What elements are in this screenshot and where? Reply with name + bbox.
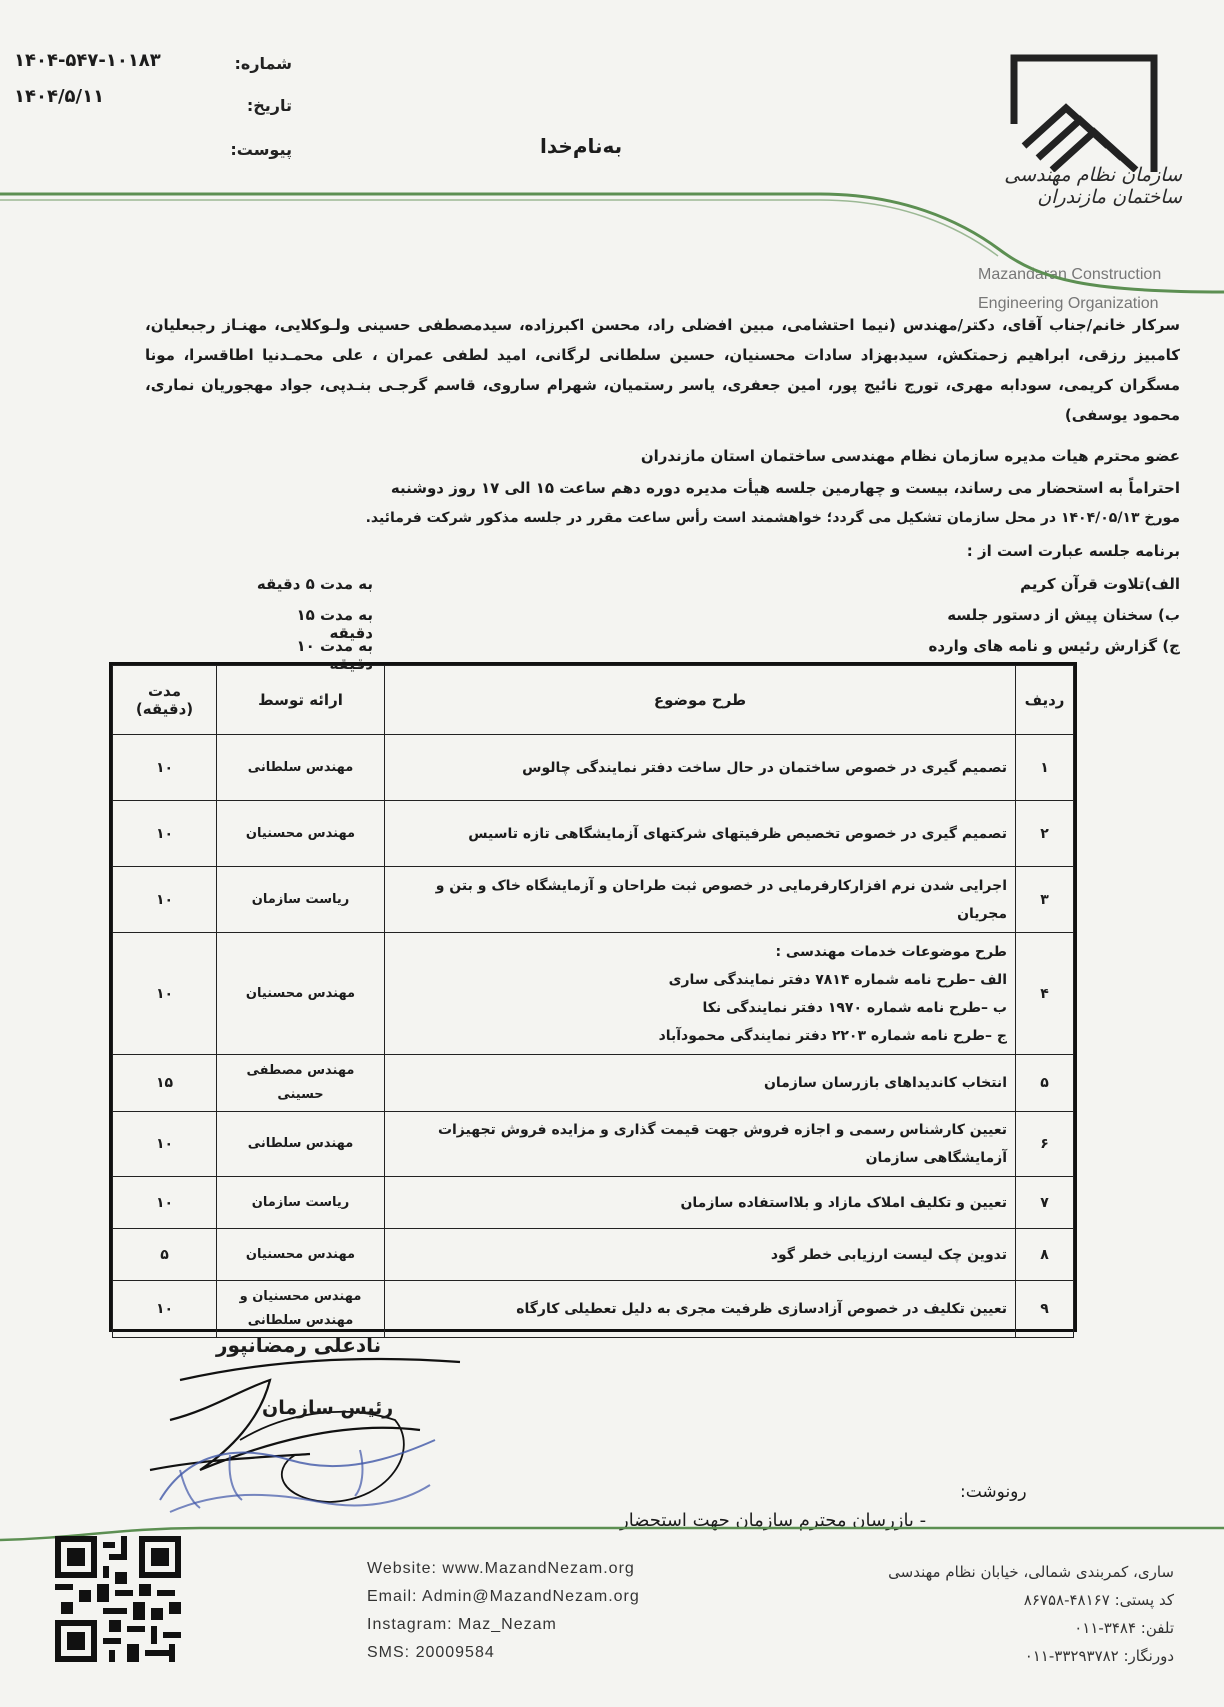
- row-duration: ۱۰: [113, 1281, 217, 1338]
- program-item: ب) سخنان پیش از دستور جلسه: [947, 606, 1180, 624]
- footer-phone: تلفن: ۳۴۸۴-۰۱۱: [1074, 1619, 1174, 1637]
- letter-number-value: ۱۴۰۴-۵۴۷-۱۰۱۸۳: [14, 50, 161, 71]
- row-duration: ۱۰: [113, 1177, 217, 1229]
- row-presenter: مهندس محسنیان: [217, 1229, 385, 1281]
- header-duration: [113, 666, 217, 735]
- row-index: ۸: [1016, 1229, 1074, 1281]
- cc-label: رونوشت:: [960, 1482, 1027, 1502]
- row-duration: ۵: [113, 1229, 217, 1281]
- row-duration: ۱۵: [113, 1055, 217, 1112]
- row-presenter: ریاست سازمان: [217, 867, 385, 933]
- row-duration: ۱۰: [113, 735, 217, 801]
- table-row: [113, 933, 1074, 1055]
- organization-name-fa: سازمان نظام مهندسی ساختمان مازندران: [1004, 164, 1182, 208]
- footer-divider-curve: [0, 1450, 1224, 1550]
- row-topic-subitem: ج –طرح نامه شماره ۲۲۰۳ دفتر نمایندگی محمودآباد: [658, 1027, 1007, 1044]
- footer-address: ساری، کمربندی شمالی، خیابان نظام مهندسی: [888, 1563, 1174, 1581]
- table-row: [113, 1055, 1074, 1112]
- table-row: [113, 867, 1074, 933]
- header-index: ردیف: [1016, 666, 1074, 735]
- row-topic: تصمیم گیری در خصوص تخصیص ظرفیتهای شرکتهای آزمایشگاهی تازه تاسیس: [385, 801, 1016, 867]
- signatory-title: رئیس سازمان: [262, 1397, 394, 1419]
- row-topic-subitem: الف –طرح نامه شماره ۷۸۱۴ دفتر نمایندگی ساری: [668, 971, 1007, 988]
- footer-website: Website: www.MazandNezam.org: [367, 1560, 635, 1577]
- row-presenter: مهندس محسنیان: [217, 801, 385, 867]
- row-topic: تعیین و تکلیف املاک مازاد و بلااستفاده سازمان: [385, 1177, 1016, 1229]
- header-duration-line2: (دقیقه): [135, 700, 194, 718]
- row-topic: تصمیم گیری در خصوص ساختمان در حال ساخت دفتر نمایندگی چالوس: [385, 735, 1016, 801]
- program-duration: به مدت ۱۵ دقیقه: [296, 606, 373, 642]
- row-topic-subitem: ب –طرح نامه شماره ۱۹۷۰ دفتر نمایندگی نکا: [702, 999, 1007, 1016]
- row-index: ۶: [1016, 1112, 1074, 1177]
- organization-logo-icon: [1004, 54, 1164, 172]
- table-row: [113, 735, 1074, 801]
- row-index: ۲: [1016, 801, 1074, 867]
- addressee-line: عضو محترم هیات مدیره سازمان نظام مهندسی ساختمان استان مازندران: [640, 447, 1180, 465]
- table-row: [113, 1112, 1074, 1177]
- attachment-label: پیوست:: [230, 140, 292, 159]
- footer-instagram: Instagram: Maz_Nezam: [367, 1616, 557, 1633]
- row-presenter: مهندس محسنیان و مهندس سلطانی: [217, 1281, 385, 1338]
- agenda-table: [109, 662, 1077, 1332]
- header-presenter: ارائه توسط: [217, 666, 385, 735]
- table-row: [113, 801, 1074, 867]
- table-row: [113, 1281, 1074, 1338]
- row-index: ۹: [1016, 1281, 1074, 1338]
- organization-name-en-line1: Mazandaran Construction: [978, 266, 1162, 283]
- basmala-heading: به‌نام‌خدا: [540, 134, 623, 158]
- footer-postal-code: کد پستی: ۴۸۱۶۷-۸۶۷۵۸: [1023, 1591, 1174, 1609]
- row-topic: تعیین کارشناس رسمی و اجازه فروش جهت قیمت گذاری و مزایده فروش تجهیزات آزمایشگاهی سازمان: [385, 1112, 1016, 1177]
- program-duration: به مدت ۱۰ دقیقه: [296, 637, 373, 673]
- footer-email: Email: Admin@MazandNezam.org: [367, 1588, 640, 1605]
- table-row: [113, 1177, 1074, 1229]
- organization-name-en-line2: Engineering Organization: [978, 295, 1159, 312]
- row-topic: تعیین تکلیف در خصوص آزادسازی ظرفیت مجری به دلیل تعطیلی کارگاه: [385, 1281, 1016, 1338]
- program-heading: برنامه جلسه عبارت است از :: [966, 542, 1180, 560]
- letter-number-label: شماره:: [234, 54, 292, 73]
- row-topic: تدوین چک لیست ارزیابی خطر گود: [385, 1229, 1016, 1281]
- letter-date-label: تاریخ:: [246, 96, 292, 115]
- row-index: ۷: [1016, 1177, 1074, 1229]
- header-divider-curve: [0, 180, 1224, 300]
- row-presenter: مهندس سلطانی: [217, 1112, 385, 1177]
- qr-code-icon: [55, 1536, 181, 1662]
- row-presenter: مهندس سلطانی: [217, 735, 385, 801]
- row-presenter: مهندس محسنیان: [217, 933, 385, 1055]
- row-duration: ۱۰: [113, 933, 217, 1055]
- row-topic: [385, 933, 1016, 1055]
- row-topic: انتخاب کاندیداهای بازرسان سازمان: [385, 1055, 1016, 1112]
- row-duration: ۱۰: [113, 1112, 217, 1177]
- recipients-paragraph: سرکار خانم/جناب آقای، دکتر/مهندس (نیما احتشامی، مبین افضلی راد، محسن اکبرزاده، سیدمصطفی حسینی ولـوکلایی، مهنـاز رجبعلیان، کامبیز رزقی، ابراهیم زحمتکش، سیدبهزاد سادات محسنیان، حسین سلطانی لرگانی، امید لطفی عمران ، علی محمـدنیا اطاقسرا، مونا مسگران کریمی، سودابه مهری، تورج نائیج پور، امین جعفری، یاسر رستمیان، شهرام ساروی، قاسم گرجـی بنـدپی، جواد مهجوریان نماری، محمود یوسفی): [145, 316, 1180, 424]
- body-line-1: احتراماً به استحضار می رساند، بیست و چهارمین جلسه هیأت مدیره دوره دهم ساعت ۱۵ الی ۱۷ روز دوشنبه: [390, 479, 1180, 497]
- program-item: ج) گزارش رئیس و نامه های وارده: [928, 637, 1180, 655]
- cc-item: - بازرسان محترم سازمان جهت استحضار: [620, 1510, 927, 1531]
- header-topic: طرح موضوع: [385, 666, 1016, 735]
- row-topic: اجرایی شدن نرم افزارکارفرمایی در خصوص ثبت طراحان و آزمایشگاه خاک و بتن و مجریان: [385, 867, 1016, 933]
- signatory-name: نادعلی رمضانپور: [216, 1333, 382, 1357]
- letter-date-value: ۱۴۰۴/۵/۱۱: [14, 86, 105, 107]
- row-index: ۴: [1016, 933, 1074, 1055]
- program-item: الف)تلاوت قرآن کریم: [1020, 575, 1180, 593]
- row-presenter: مهندس مصطفی حسینی: [217, 1055, 385, 1112]
- table-row: [113, 1229, 1074, 1281]
- body-line-2: مورخ ۱۴۰۴/۰۵/۱۳ در محل سازمان تشکیل می گردد؛ خواهشمند است رأس ساعت مقرر در جلسه مذکور شرکت فرمائید.: [365, 510, 1180, 526]
- row-index: ۱: [1016, 735, 1074, 801]
- program-duration: به مدت ۵ دقیقه: [256, 575, 373, 593]
- row-index: ۳: [1016, 867, 1074, 933]
- row-topic-heading: طرح موضوعات خدمات مهندسی :: [775, 943, 1007, 960]
- footer-fax: دورنگار: ۳۳۲۹۳۷۸۲-۰۱۱: [1024, 1647, 1174, 1665]
- table-header-row: [113, 666, 1074, 735]
- row-duration: ۱۰: [113, 801, 217, 867]
- row-presenter: ریاست سازمان: [217, 1177, 385, 1229]
- row-duration: ۱۰: [113, 867, 217, 933]
- footer-sms: SMS: 20009584: [367, 1644, 495, 1661]
- header-duration-line1: مدت: [147, 682, 182, 700]
- row-index: ۵: [1016, 1055, 1074, 1112]
